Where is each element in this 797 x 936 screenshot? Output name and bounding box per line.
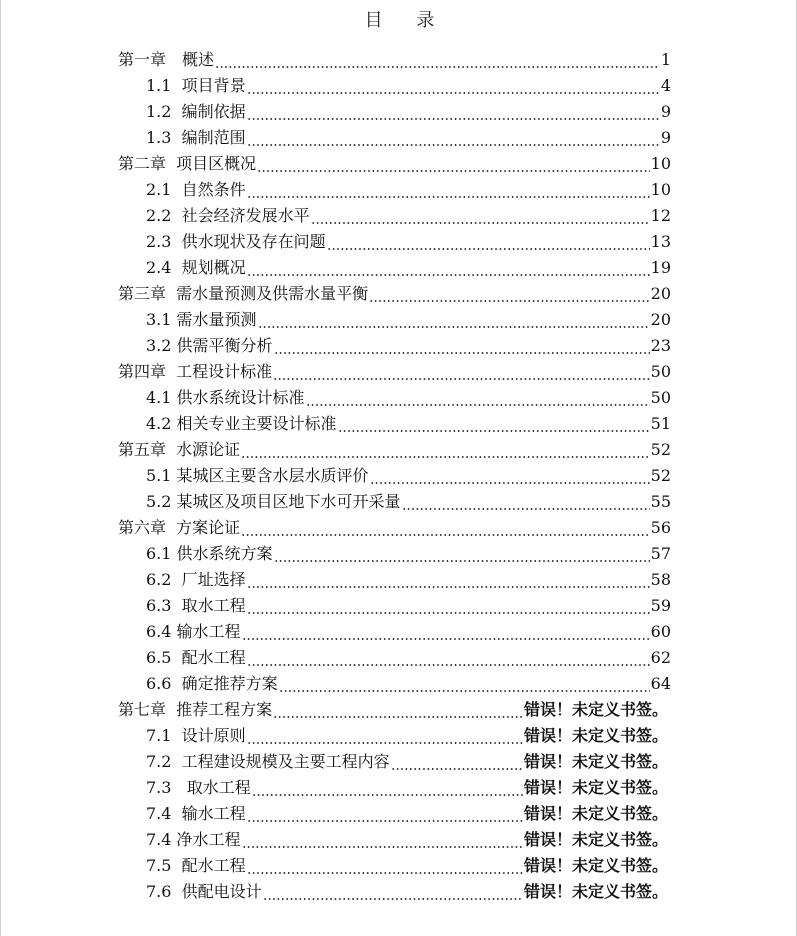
toc-section-entry[interactable] xyxy=(146,538,671,564)
toc-chapter-entry[interactable] xyxy=(118,44,671,70)
toc-bookmark-error: 错误！未定义书签。 xyxy=(523,778,668,797)
toc-entry-label: 1.3 编制范围 xyxy=(146,128,246,147)
toc-section-entry[interactable] xyxy=(146,642,671,668)
toc-page-number: 10 xyxy=(650,154,671,173)
toc-entry-label: 7.3 取水工程 xyxy=(146,778,251,797)
toc-dot-leader xyxy=(247,102,660,122)
toc-section-entry[interactable] xyxy=(146,252,671,278)
toc-dot-leader xyxy=(273,700,523,720)
toc-page-number: 64 xyxy=(650,674,671,693)
toc-dot-leader xyxy=(241,440,649,460)
toc-dot-leader xyxy=(327,232,650,252)
toc-entry-label: 6.5 配水工程 xyxy=(146,648,246,667)
toc-chapter-entry[interactable] xyxy=(118,278,671,304)
toc-page-number: 50 xyxy=(650,362,671,381)
toc-section-entry[interactable] xyxy=(146,122,671,148)
toc-chapter-entry[interactable] xyxy=(118,148,671,174)
toc-bookmark-error: 错误！未定义书签。 xyxy=(523,830,668,849)
toc-entry-label: 2.3 供水现状及存在问题 xyxy=(146,232,326,251)
toc-section-entry[interactable] xyxy=(146,174,671,200)
toc-page-number: 10 xyxy=(650,180,671,199)
toc-dot-leader xyxy=(247,258,650,278)
toc-section-entry[interactable] xyxy=(146,408,671,434)
toc-bookmark-error: 错误！未定义书签。 xyxy=(523,700,668,719)
toc-entry-label: 第二章 项目区概况 xyxy=(118,154,257,173)
toc-section-entry[interactable] xyxy=(146,96,671,122)
toc-section-entry[interactable] xyxy=(146,226,671,252)
toc-entry-label: 第三章 需水量预测及供需水量平衡 xyxy=(118,284,369,303)
toc-page-number: 51 xyxy=(650,414,671,433)
toc-section-entry[interactable] xyxy=(146,564,671,590)
toc-section-entry[interactable] xyxy=(146,798,668,824)
toc-entry-label: 7.6 供配电设计 xyxy=(146,882,262,901)
toc-entry-label: 第六章 方案论证 xyxy=(118,518,241,537)
toc-dot-leader xyxy=(247,76,660,96)
toc-bookmark-error: 错误！未定义书签。 xyxy=(523,856,668,875)
toc-entry-label: 第四章 工程设计标准 xyxy=(118,362,273,381)
toc-page-number: 1 xyxy=(660,50,671,69)
toc-page-number: 56 xyxy=(650,518,671,537)
toc-entry-label: 第七章 推荐工程方案 xyxy=(118,700,273,719)
toc-page-number: 19 xyxy=(650,258,671,277)
toc-dot-leader xyxy=(241,518,649,538)
toc-entry-label: 6.2 厂址选择 xyxy=(146,570,246,589)
toc-dot-leader xyxy=(247,648,650,668)
toc-entry-label: 3.2 供需平衡分析 xyxy=(146,336,273,355)
toc-page-number: 23 xyxy=(650,336,671,355)
toc-page-number: 12 xyxy=(650,206,671,225)
toc-page-number: 20 xyxy=(650,310,671,329)
toc-entry-label: 2.2 社会经济发展水平 xyxy=(146,206,310,225)
toc-dot-leader xyxy=(274,336,650,356)
toc-page-number: 59 xyxy=(650,596,671,615)
toc-page-number: 13 xyxy=(650,232,671,251)
toc-page-number: 50 xyxy=(650,388,671,407)
toc-entry-label: 6.3 取水工程 xyxy=(146,596,246,615)
toc-chapter-entry[interactable] xyxy=(118,694,668,720)
toc-section-entry[interactable] xyxy=(146,746,668,772)
toc-dot-leader xyxy=(242,622,650,642)
toc-dot-leader xyxy=(215,50,660,70)
toc-bookmark-error: 错误！未定义书签。 xyxy=(523,804,668,823)
toc-dot-leader xyxy=(273,362,649,382)
toc-dot-leader xyxy=(306,388,650,408)
toc-page-number: 20 xyxy=(650,284,671,303)
toc-dot-leader xyxy=(279,674,650,694)
toc-dot-leader xyxy=(247,726,523,746)
toc-entry-label: 1.2 编制依据 xyxy=(146,102,246,121)
toc-page-number: 58 xyxy=(650,570,671,589)
toc-entry-label: 7.4 输水工程 xyxy=(146,804,246,823)
toc-section-entry[interactable] xyxy=(146,850,668,876)
toc-entry-label: 4.2 相关专业主要设计标准 xyxy=(146,414,337,433)
toc-section-entry[interactable] xyxy=(146,460,671,486)
toc-entry-label: 7.2 工程建设规模及主要工程内容 xyxy=(146,752,390,771)
toc-entry-label: 6.4 输水工程 xyxy=(146,622,241,641)
toc-title: 目 录 xyxy=(364,10,449,31)
toc-entry-label: 5.2 某城区及项目区地下水可开采量 xyxy=(146,492,401,511)
toc-dot-leader xyxy=(338,414,650,434)
toc-section-entry[interactable] xyxy=(146,70,671,96)
toc-section-entry[interactable] xyxy=(146,382,671,408)
toc-dot-leader xyxy=(247,570,650,590)
toc-dot-leader xyxy=(263,882,523,902)
toc-bookmark-error: 错误！未定义书签。 xyxy=(523,726,668,745)
toc-bookmark-error: 错误！未定义书签。 xyxy=(523,882,668,901)
toc-dot-leader xyxy=(247,180,650,200)
toc-dot-leader xyxy=(370,466,650,486)
toc-entry-label: 3.1 需水量预测 xyxy=(146,310,257,329)
toc-entry-label: 7.4 净水工程 xyxy=(146,830,241,849)
toc-section-entry[interactable] xyxy=(146,486,671,512)
toc-dot-leader xyxy=(257,154,649,174)
toc-section-entry[interactable] xyxy=(146,668,671,694)
toc-dot-leader xyxy=(274,544,650,564)
toc-dot-leader xyxy=(247,804,523,824)
toc-page-number: 52 xyxy=(650,440,671,459)
toc-section-entry[interactable] xyxy=(146,772,668,798)
toc-chapter-entry[interactable] xyxy=(118,512,671,538)
toc-dot-leader xyxy=(311,206,650,226)
toc-dot-leader xyxy=(369,284,649,304)
toc-page-number: 4 xyxy=(660,76,671,95)
toc-section-entry[interactable] xyxy=(146,824,668,850)
toc-entry-label: 6.1 供水系统方案 xyxy=(146,544,273,563)
toc-page-number: 60 xyxy=(650,622,671,641)
toc-page-number: 55 xyxy=(650,492,671,511)
toc-page-number: 9 xyxy=(660,128,671,147)
toc-section-entry[interactable] xyxy=(146,200,671,226)
toc-entry-label: 7.1 设计原则 xyxy=(146,726,246,745)
toc-entry-label: 1.1 项目背景 xyxy=(146,76,246,95)
toc-entry-label: 5.1 某城区主要含水层水质评价 xyxy=(146,466,369,485)
toc-section-entry[interactable] xyxy=(146,590,671,616)
toc-dot-leader xyxy=(242,830,523,850)
toc-dot-leader xyxy=(252,778,523,798)
toc-bookmark-error: 错误！未定义书签。 xyxy=(523,752,668,771)
toc-entry-label: 2.1 自然条件 xyxy=(146,180,246,199)
toc-page-number: 57 xyxy=(650,544,671,563)
toc-section-entry[interactable] xyxy=(146,720,668,746)
toc-entry-label: 2.4 规划概况 xyxy=(146,258,246,277)
toc-dot-leader xyxy=(258,310,650,330)
toc-section-entry[interactable] xyxy=(146,304,671,330)
toc-section-entry[interactable] xyxy=(146,616,671,642)
toc-dot-leader xyxy=(247,128,660,148)
toc-entry-label: 第一章 概述 xyxy=(118,50,215,69)
toc-entry-label: 4.1 供水系统设计标准 xyxy=(146,388,305,407)
toc-section-entry[interactable] xyxy=(146,330,671,356)
toc-entry-label: 6.6 确定推荐方案 xyxy=(146,674,278,693)
toc-page-number: 52 xyxy=(650,466,671,485)
toc-chapter-entry[interactable] xyxy=(118,356,671,382)
toc-dot-leader xyxy=(402,492,650,512)
toc-dot-leader xyxy=(391,752,523,772)
toc-chapter-entry[interactable] xyxy=(118,434,671,460)
toc-entry-label: 第五章 水源论证 xyxy=(118,440,241,459)
toc-entry-label: 7.5 配水工程 xyxy=(146,856,246,875)
toc-dot-leader xyxy=(247,596,650,616)
toc-page-number: 62 xyxy=(650,648,671,667)
toc-page-number: 9 xyxy=(660,102,671,121)
toc-section-entry[interactable] xyxy=(146,876,668,902)
toc-dot-leader xyxy=(247,856,523,876)
